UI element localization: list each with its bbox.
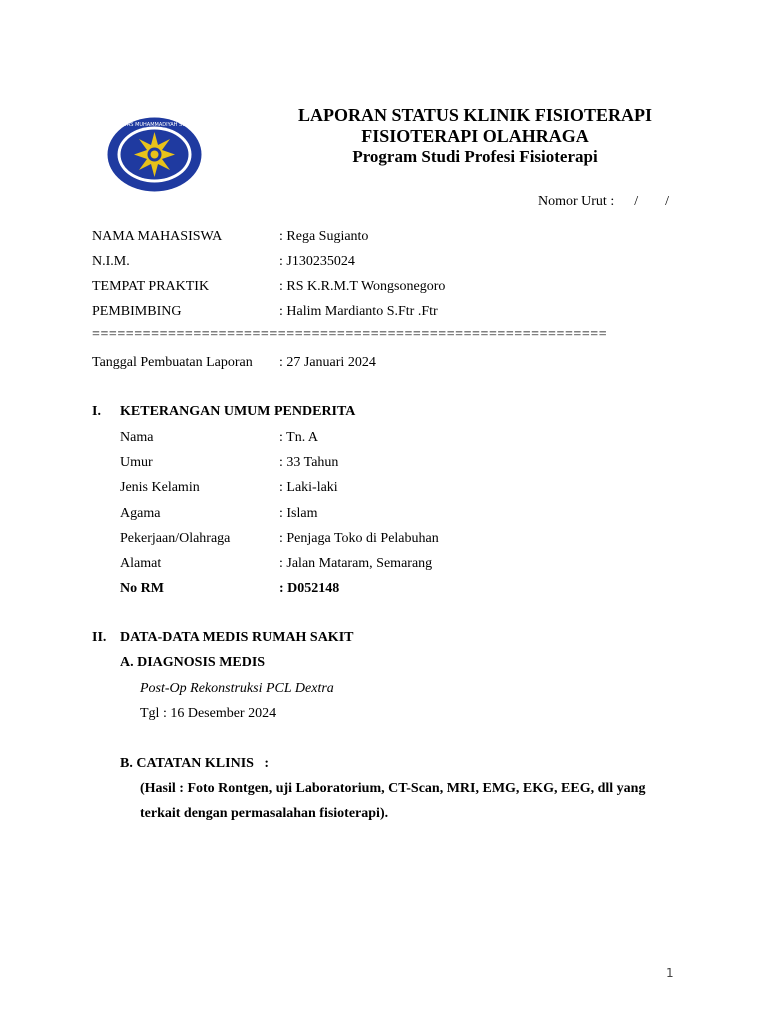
section-heading xyxy=(92,403,492,421)
field-value: : Jalan Mataram, Semarang xyxy=(279,556,433,571)
patient-field xyxy=(120,429,520,447)
field-label: Umur xyxy=(120,455,153,470)
field-label: No RM xyxy=(120,581,164,596)
field-label: PEMBIMBING xyxy=(92,304,182,319)
patient-field xyxy=(120,505,520,523)
patient-field-rm xyxy=(120,580,520,598)
report-title: LAPORAN STATUS KLINIK FISIOTERAPI xyxy=(298,105,652,125)
field-label: Jenis Kelamin xyxy=(120,480,200,495)
field-label: NAMA MAHASISWA xyxy=(92,229,223,244)
field-value: : Penjaga Toko di Pelabuhan xyxy=(279,531,439,546)
diagnosis-date: Tgl : 16 Desember 2024 xyxy=(140,706,277,721)
section-number: II. xyxy=(92,630,107,645)
subsection-title: A. DIAGNOSIS MEDIS xyxy=(120,655,266,670)
field-value: : Laki-laki xyxy=(279,480,338,495)
field-label: Nama xyxy=(120,430,154,445)
diagnosis-text: Post-Op Rekonstruksi PCL Dextra xyxy=(140,681,334,696)
field-value: : Tn. A xyxy=(279,430,319,445)
clinical-note: terkait dengan permasalahan fisioterapi). xyxy=(140,806,389,821)
field-label: Tanggal Pembuatan Laporan xyxy=(92,355,253,370)
field-value: : Rega Sugianto xyxy=(279,229,369,244)
student-row-nim xyxy=(92,253,492,271)
student-row-name xyxy=(92,228,492,246)
nomor-urut-slash: / xyxy=(634,194,639,209)
page-number: 1 xyxy=(666,966,674,980)
field-value: : J130235024 xyxy=(279,254,355,269)
field-value: : RS K.R.M.T Wongsonegoro xyxy=(279,279,446,294)
nomor-urut-label: Nomor Urut : xyxy=(538,194,615,209)
section-title: DATA-DATA MEDIS RUMAH SAKIT xyxy=(120,630,354,645)
patient-field xyxy=(120,555,520,573)
section-number: I. xyxy=(92,404,101,419)
program-name: Program Studi Profesi Fisioterapi xyxy=(352,147,598,166)
divider-line: ============================================================= xyxy=(92,327,608,342)
clinical-note: (Hasil : Foto Rontgen, uji Laboratorium, CT-Scan, MRI, EMG, EKG, EEG, dll yang xyxy=(140,781,646,796)
section-title: KETERANGAN UMUM PENDERITA xyxy=(120,404,356,419)
field-label: TEMPAT PRAKTIK xyxy=(92,279,210,294)
field-value: : Islam xyxy=(279,506,318,521)
patient-field xyxy=(120,479,520,497)
field-label: Pekerjaan/Olahraga xyxy=(120,531,231,546)
nomor-urut-slash: / xyxy=(665,194,669,209)
patient-field xyxy=(120,530,520,548)
section-heading xyxy=(92,629,492,647)
field-value: : 27 Januari 2024 xyxy=(279,355,376,370)
student-row-place xyxy=(92,278,492,296)
subsection-title: B. CATATAN KLINIS : xyxy=(120,756,270,771)
field-value: : D052148 xyxy=(279,581,340,596)
student-row-supervisor xyxy=(92,303,492,321)
field-label: Agama xyxy=(120,506,161,521)
field-value: : Halim Mardianto S.Ftr .Ftr xyxy=(279,304,438,319)
field-label: N.I.M. xyxy=(92,254,130,269)
report-date-row xyxy=(92,354,492,372)
patient-field xyxy=(120,454,520,472)
field-value: : 33 Tahun xyxy=(279,455,339,470)
nomor-urut xyxy=(538,194,669,210)
university-logo xyxy=(100,117,209,192)
field-label: Alamat xyxy=(120,556,162,571)
logo-text: UNIVERSITAS MUHAMMADIYAH SURAKARTA xyxy=(100,122,209,128)
report-subtitle: FISIOTERAPI OLAHRAGA xyxy=(361,126,589,146)
